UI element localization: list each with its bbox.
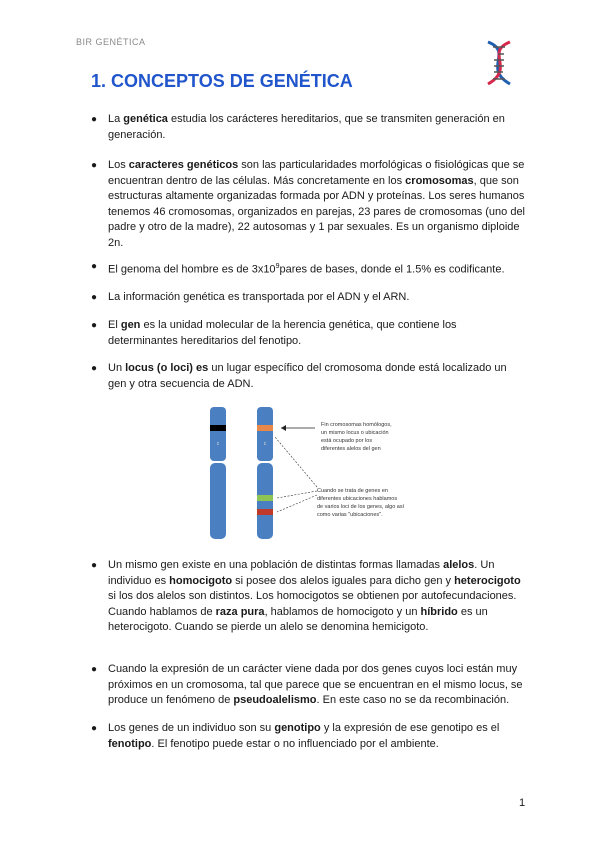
band-red bbox=[257, 509, 273, 515]
note-loci-line-1: Cuando se trata de genes en bbox=[317, 488, 388, 494]
note-loci-line-2: diferentes ubicaciones hablamos bbox=[317, 496, 398, 502]
bullet-marker: ● bbox=[91, 261, 98, 272]
bullet-text: El gen es la unidad molecular de la herencia genética, que contiene los determinantes hereditarios del fenotipo. bbox=[108, 319, 457, 347]
bullet-gen bbox=[91, 318, 527, 349]
note-loci-line-3: de varios loci de los genes, algo así bbox=[317, 504, 405, 510]
page-number: 1 bbox=[519, 797, 526, 809]
band-orange bbox=[257, 425, 273, 431]
bullet-caracteres bbox=[91, 158, 527, 251]
bullet-alelos bbox=[91, 558, 527, 636]
bullet-genotipo bbox=[91, 721, 527, 752]
bullet-marker: ● bbox=[91, 320, 98, 331]
chromosome-left-lower bbox=[210, 463, 226, 539]
note-homologos-line-3: está ocupado por los bbox=[321, 438, 373, 444]
bullet-text: La información genética es transportada por el ADN y el ARN. bbox=[108, 291, 410, 303]
bullet-marker: ● bbox=[91, 664, 98, 675]
section-title: 1. CONCEPTOS DE GENÉTICA bbox=[91, 71, 353, 91]
running-header: BIR GENÉTICA bbox=[76, 37, 146, 47]
note-homologos-line-2: un mismo locus o ubicación bbox=[321, 430, 389, 436]
bullet-genetica bbox=[91, 112, 527, 143]
bullet-text: Un mismo gen existe en una población de distintas formas llamadas alelos. Un individuo es homocigoto si posee dos alelos iguales para dicho gen y heterocigoto si los dos alelos son distintos. Los homocigotos se obtienen por autofecundaciones. Cuando hablamos de raza pura, hablamos de homocigoto y un híbrido es un heterocigoto. Cuando se pierde un alelo se denomina hemicigoto. bbox=[108, 559, 521, 633]
note-homologos-line-4: diferentes alelos del gen bbox=[321, 446, 381, 452]
bullet-informacion bbox=[91, 290, 527, 306]
note-loci-line-4: como varias "ubicaciones". bbox=[317, 512, 383, 518]
bullet-marker: ● bbox=[91, 114, 98, 125]
bullet-text: El genoma del hombre es de $3x10^9pares$ de bases, donde el 1.5% es codificante. bbox=[108, 263, 505, 276]
bullet-text: Los caracteres genéticos son las particularidades morfológicas o fisiológicas que se encuentran dentro de las células. Más concretamente en los cromosomas, que son estructuras altamente organizadas formada por ADN y proteínas. Los seres humanos tenemos 46 cromosomas, organizados en parejas, 23 pares de cromosomas (uno del padre y otro de la madre), 22 autosomas y 1 par sexuales. Es un organismo diploide 2n. bbox=[108, 159, 526, 249]
bullet-text: La genética estudia los carácteres hereditarios, que se transmiten generación en generación. bbox=[108, 113, 505, 141]
chromosome-right-label: c bbox=[263, 441, 267, 447]
bullet-pseudoalelismo bbox=[91, 662, 527, 709]
bullet-genoma bbox=[91, 259, 527, 278]
bullet-text: Los genes de un individuo son su genotipo y la expresión de ese genotipo es el fenotipo. El fenotipo puede estar o no influenciado por el ambiente. bbox=[108, 722, 500, 750]
chromosome-left-label: c bbox=[216, 441, 220, 447]
bullet-marker: ● bbox=[91, 292, 98, 303]
bullet-marker: ● bbox=[91, 160, 98, 171]
bullet-marker: ● bbox=[91, 723, 98, 734]
band-green bbox=[257, 495, 273, 501]
dna-helix-icon bbox=[474, 38, 524, 88]
bullet-text: Un locus (o loci) es un lugar específico del cromosoma donde está localizado un gen y otra secuencia de ADN. bbox=[108, 362, 507, 390]
chromosome-left-upper bbox=[210, 407, 226, 461]
bullet-text: Cuando la expresión de un carácter viene dada por dos genes cuyos loci están muy próximos en un cromosoma, tal que parece que se encuentran en el mismo locus, se produce un fenómeno de pseudoalelismo. En este caso no se da recombinación. bbox=[108, 663, 523, 706]
chromosome-right-upper bbox=[257, 407, 273, 461]
bullet-locus bbox=[91, 361, 527, 392]
chromosome-figure bbox=[199, 403, 429, 543]
note-homologos-line-1: Fin cromosomas homólogos, bbox=[321, 422, 392, 428]
band-black bbox=[210, 425, 226, 431]
bullet-marker: ● bbox=[91, 363, 98, 374]
bullet-marker: ● bbox=[91, 560, 98, 571]
